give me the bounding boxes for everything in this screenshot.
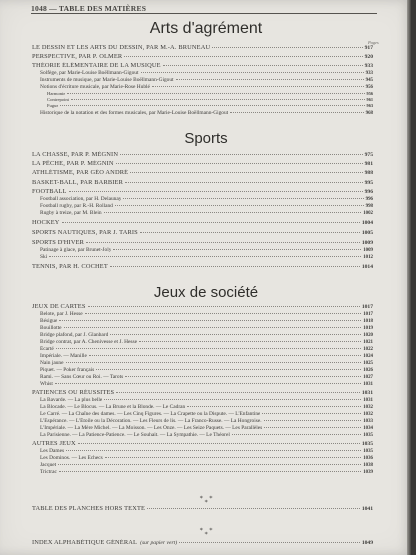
- section-title-sports: Sports: [184, 130, 228, 147]
- toc-entry[interactable]: PATIENCES OU RÉUSSITES 1031: [32, 389, 373, 396]
- toc-entry[interactable]: JEUX DE CARTES 1017: [32, 303, 373, 310]
- toc-entry[interactable]: Impériale. — Manille 1024: [40, 353, 373, 359]
- toc-entry[interactable]: Bridge contrat, par A. Chenivesse et J. Hesse 1021: [40, 339, 373, 345]
- toc-entry[interactable]: Instruments de musique, par Marie-Louise Boëllmann-Gigout 945: [40, 77, 373, 83]
- header-title: — TABLE DES MATIÈRES: [49, 4, 147, 13]
- section-title-jeux: Jeux de société: [153, 284, 259, 301]
- patience-line: La Bavarde. — La plus belle 1031: [40, 397, 373, 403]
- toc-entry[interactable]: LA PÊCHE, PAR P. MÉGNIN 981: [32, 160, 373, 167]
- toc-entry[interactable]: AUTRES JEUX 1035: [32, 440, 373, 447]
- toc-entry[interactable]: LE DESSIN ET LES ARTS DU DESSIN, PAR M.-A. BRUNEAU 917: [32, 44, 373, 51]
- toc-entry[interactable]: Fugue 963: [47, 103, 373, 108]
- toc-entry[interactable]: Rugby à treize, par M. Blein 1002: [40, 210, 373, 216]
- separator-asterisks: ∗ ∗ ∗: [199, 495, 215, 505]
- separator-asterisks: ∗ ∗ ∗: [199, 527, 215, 537]
- toc-entry[interactable]: Les Dominos. — Les Échecs 1036: [40, 455, 373, 461]
- toc-entry[interactable]: Football rugby, par R.-H. Rolland 998: [40, 203, 373, 209]
- toc-entry[interactable]: SPORTS NAUTIQUES, PAR J. TARIS 1005: [32, 229, 373, 236]
- toc-entry[interactable]: Contrepoint 961: [47, 97, 373, 102]
- toc-entry[interactable]: Patinage à glace, par Brunet-Joly 1009: [40, 247, 373, 253]
- toc-entry[interactable]: Rami. — Sans Cœur ou Roi. — Tarots 1027: [40, 374, 373, 380]
- toc-entry[interactable]: Whist 1031: [40, 381, 373, 387]
- toc-entry[interactable]: Historique de la notation et des formes musicales, par Marie-Louise Boëllmann-Gigout 968: [40, 110, 373, 116]
- toc-entry[interactable]: Bouillotte 1019: [40, 325, 373, 331]
- toc-entry[interactable]: Trictrac 1039: [40, 469, 373, 475]
- toc-entry[interactable]: Harmonie 956: [47, 91, 373, 96]
- toc-entry[interactable]: BASKET-BALL, PAR BARBIER 995: [32, 179, 373, 186]
- toc-entry[interactable]: Écarté 1022: [40, 346, 373, 352]
- toc-entry[interactable]: Piquet. — Poker français 1026: [40, 367, 373, 373]
- toc-entry[interactable]: Bridge plafond, par J. Glanbard 1020: [40, 332, 373, 338]
- toc-entry[interactable]: Les Dames 1035: [40, 448, 373, 454]
- running-header: [31, 4, 146, 13]
- toc-entry[interactable]: Solfège, par Marie-Louise Boëllmann-Gigout 933: [40, 70, 373, 76]
- section-title-arts: Arts d'agrément: [149, 20, 263, 37]
- toc-entry[interactable]: LA CHASSE, PAR P. MÉGNIN 975: [32, 151, 373, 158]
- toc-entry-index[interactable]: INDEX ALPHABÉTIQUE GÉNÉRAL (sur papier vert) 1049: [32, 539, 373, 546]
- patience-line: Le Carré. — La Chaîne des dames. — Les Cinq Figures. — La Crapette ou la Dispute. — L'Enfantine 1032: [40, 411, 373, 417]
- toc-entry[interactable]: THÉORIE ÉLÉMENTAIRE DE LA MUSIQUE 933: [32, 62, 373, 69]
- toc-entry[interactable]: Bésigue 1018: [40, 318, 373, 324]
- patience-line: La Parisienne. — La Patience-Patience. — Le Souhait. — La Sympathie. — Le Théorel 1035: [40, 432, 373, 438]
- toc-entry[interactable]: Notions d'écriture musicale, par Marie-Rose Hublé 956: [40, 84, 373, 90]
- toc-entry[interactable]: Jacquet 1038: [40, 462, 373, 468]
- pages-column-label: Pages: [368, 40, 379, 45]
- patience-line: L'Impériale. — La Mère Michel. — La Moisson. — Les Onze. — Les Seize Paquets. — Les Parallèles 1034: [40, 425, 373, 431]
- patience-line: La Blocade. — Le Blocus. — La Brune et la Blonde. — Le Cadran 1032: [40, 404, 373, 410]
- patience-line: L'Espérance. — L'Étoile ou la Décoration. — Les Fleurs de lis. — La Franco-Russe. — La Hongroise. 1033: [40, 418, 373, 424]
- toc-entry-plates[interactable]: TABLE DES PLANCHES HORS TEXTE 1041: [32, 505, 373, 512]
- toc-entry[interactable]: SPORTS D'HIVER 1009: [32, 239, 373, 246]
- book-spine-shadow: [407, 0, 412, 555]
- index-note: (sur papier vert): [140, 540, 178, 546]
- toc-entry[interactable]: Belote, par J. Hesse 1017: [40, 311, 373, 317]
- toc-entry[interactable]: Nain jaune 1025: [40, 360, 373, 366]
- toc-entry[interactable]: Ski 1012: [40, 254, 373, 260]
- toc-entry[interactable]: PERSPECTIVE, PAR P. OLMER 920: [32, 53, 373, 60]
- toc-entry[interactable]: Football association, par H. Delaunay 996: [40, 196, 373, 202]
- toc-entry[interactable]: TENNIS, PAR H. COCHET 1014: [32, 263, 373, 270]
- header-rule: [31, 13, 377, 14]
- toc-entry[interactable]: FOOTBALL 996: [32, 188, 373, 195]
- toc-entry[interactable]: HOCKEY 1004: [32, 219, 373, 226]
- page-number: 1048: [31, 4, 47, 13]
- toc-entry[interactable]: ATHLÉTISME, PAR GÉO ANDRÉ 988: [32, 169, 373, 176]
